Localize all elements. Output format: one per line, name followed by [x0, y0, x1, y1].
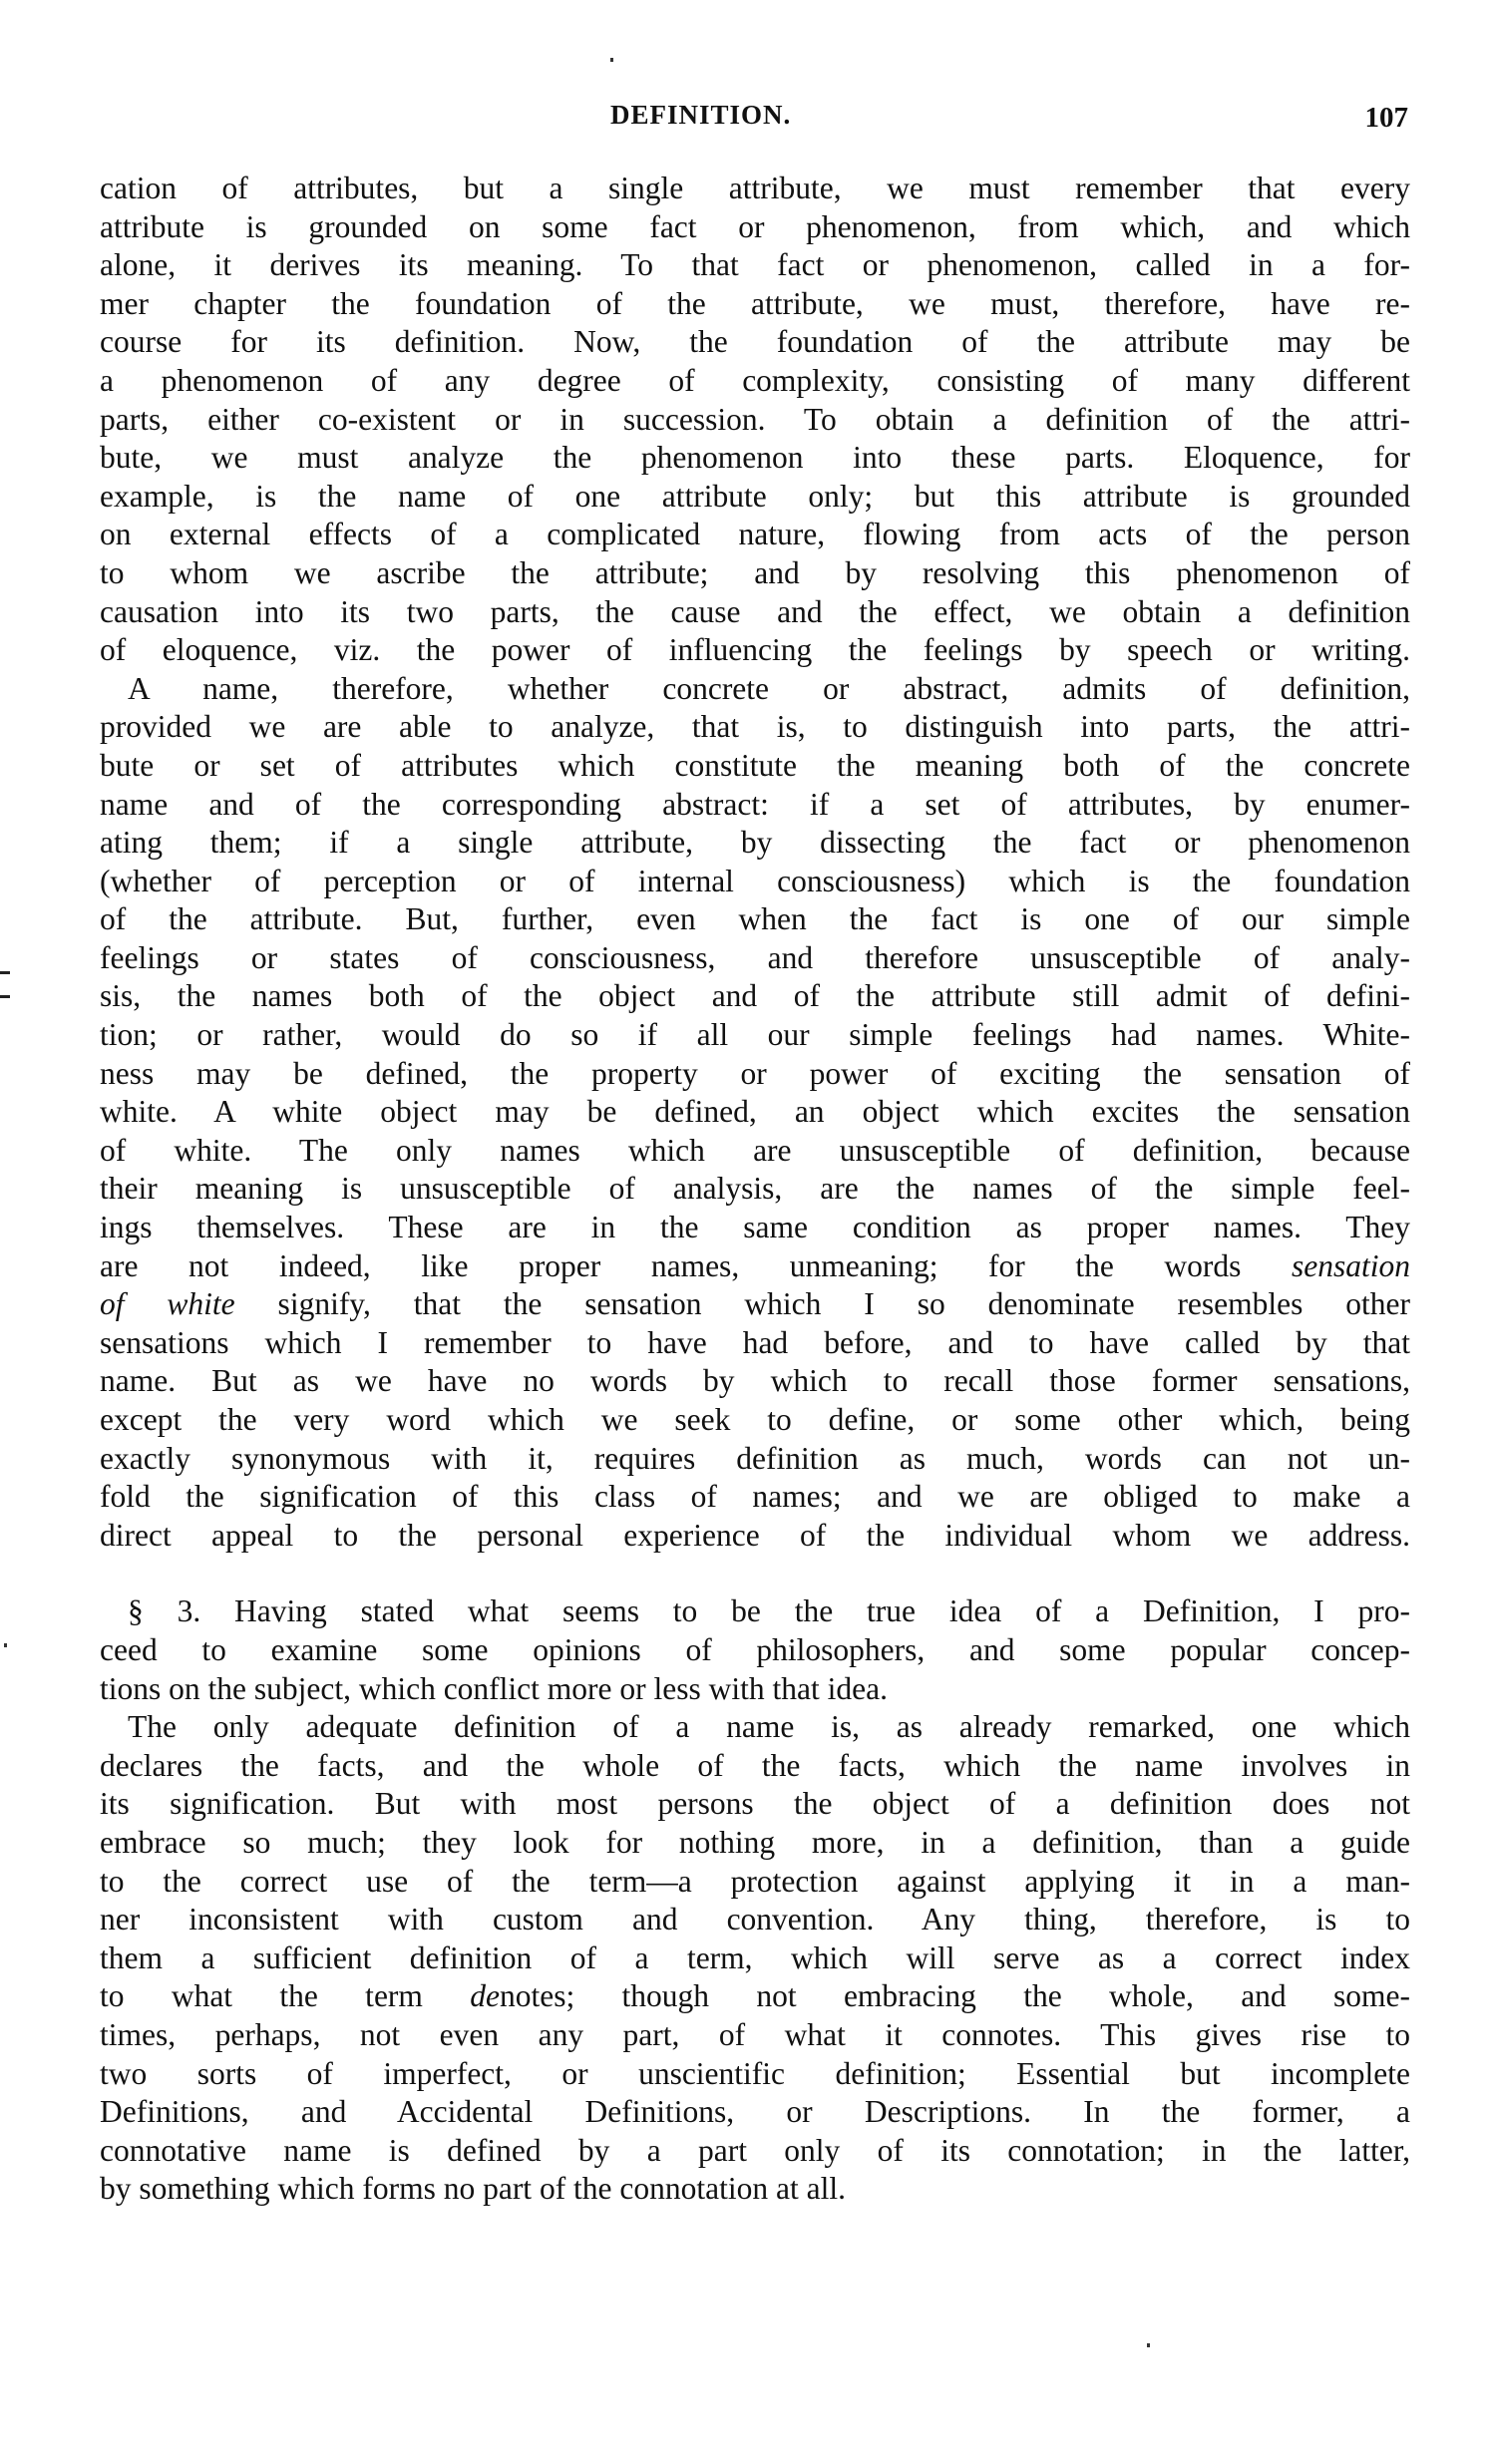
text-line: ceed to examine some opinions of philosophers, and some popular concep-: [100, 1631, 1410, 1667]
text-line: [100, 1247, 1410, 1286]
text-line: cation of attributes, but a single attribute, we must remember that every: [100, 171, 1410, 205]
text-line: sensations which I remember to have had before, and to have called by that: [100, 1324, 1410, 1360]
text-fragment: are not indeed, like proper names, unmeaning; for the words: [100, 1247, 1292, 1283]
scan-speck: [4, 1643, 7, 1647]
paragraph: [100, 670, 1410, 1556]
text-line: causation into its two parts, the cause and the effect, we obtain a definition: [100, 593, 1410, 629]
text-line: to the correct use of the term—a protection against applying it in a man-: [100, 1863, 1410, 1899]
text-line: parts, either co-existent or in succession. To obtain a definition of the attri-: [100, 401, 1410, 437]
text-line: times, perhaps, not even any part, of what it connotes. This gives rise to: [100, 2016, 1410, 2052]
text-line: feelings or states of consciousness, and therefore unsusceptible of analy-: [100, 939, 1410, 975]
page-header: [102, 100, 1408, 140]
text-line: of the attribute. But, further, even when the fact is one of our simple: [100, 901, 1410, 937]
text-line: ings themselves. These are in the same condition as proper names. They: [100, 1210, 1410, 1245]
text-line: a phenomenon of any degree of complexity, consisting of many different: [100, 362, 1410, 398]
text-line: white. A white object may be defined, an object which excites the sensation: [100, 1094, 1410, 1130]
text-line: embrace so much; they look for nothing more, in a definition, than a guide: [100, 1824, 1410, 1860]
italic-term: de: [470, 1978, 500, 2014]
text-line: name and of the corresponding abstract: if a set of attributes, by enumer-: [100, 786, 1410, 822]
text-line: connotative name is defined by a part only of its connotation; in the latter,: [100, 2132, 1410, 2168]
text-line: example, is the name of one attribute only; but this attribute is grounded: [100, 478, 1410, 514]
text-line: their meaning is unsusceptible of analysis, are the names of the simple feel-: [100, 1171, 1410, 1207]
text-line: sis, the names both of the object and of the attribute still admit of defini-: [100, 978, 1410, 1014]
text-line: except the very word which we seek to define, or some other which, being: [100, 1402, 1410, 1437]
scan-speck: [610, 58, 613, 62]
text-line: [100, 1285, 1410, 1324]
margin-tick: [0, 995, 10, 998]
italic-term: sensation: [1291, 1247, 1410, 1283]
text-line: direct appeal to the personal experience of the individual whom we address.: [100, 1517, 1410, 1553]
text-line: tions on the subject, which conflict more or less with that idea.: [100, 1670, 888, 1706]
scan-speck: [1147, 2343, 1150, 2347]
text-line: of white. The only names which are unsusceptible of definition, because: [100, 1132, 1410, 1168]
text-line: attribute is grounded on some fact or phenomenon, from which, and which: [100, 208, 1410, 244]
section-paragraph: [100, 1592, 1410, 1708]
text-line: Definitions, and Accidental Definitions, or Descriptions. In the former, a: [100, 2094, 1410, 2130]
text-line: The only adequate definition of a name is, as already remarked, one which: [128, 1709, 1410, 1745]
text-line: ating them; if a single attribute, by dissecting the fact or phenomenon: [100, 825, 1410, 861]
text-line: ness may be defined, the property or power of exciting the sensation of: [100, 1055, 1410, 1091]
text-line: of eloquence, viz. the power of influencing the feelings by speech or writing.: [100, 632, 1410, 668]
text-line: course for its definition. Now, the foundation of the attribute may be: [100, 324, 1410, 360]
text-line: fold the signification of this class of names; and we are obliged to make a: [100, 1479, 1410, 1515]
paragraph: [100, 170, 1410, 670]
italic-term: of white: [100, 1286, 235, 1322]
text-line: provided we are able to analyze, that is, to distinguish into parts, the attri-: [100, 709, 1410, 745]
text-line: bute, we must analyze the phenomenon into these parts. Eloquence, for: [100, 440, 1410, 476]
text-line: alone, it derives its meaning. To that fact or phenomenon, called in a for-: [100, 247, 1410, 283]
text-fragment: notes; though not embracing the whole, and some-: [499, 1978, 1410, 2014]
body-text: [100, 170, 1410, 2209]
text-line: A name, therefore, whether concrete or abstract, admits of definition,: [128, 670, 1410, 706]
text-line: name. But as we have no words by which to recall those former sensations,: [100, 1363, 1410, 1399]
text-line: tion; or rather, would do so if all our simple feelings had names. White-: [100, 1017, 1410, 1053]
running-title: DEFINITION.: [610, 100, 792, 130]
text-line: two sorts of imperfect, or unscientific definition; Essential but incomplete: [100, 2055, 1410, 2091]
text-line: declares the facts, and the whole of the facts, which the name involves in: [100, 1747, 1410, 1783]
text-line: ner inconsistent with custom and convention. Any thing, therefore, is to: [100, 1902, 1410, 1937]
paragraph: [100, 1708, 1410, 2209]
text-line: exactly synonymous with it, requires definition as much, words can not un-: [100, 1440, 1410, 1476]
text-line: mer chapter the foundation of the attribute, we must, therefore, have re-: [100, 285, 1410, 321]
text-line: them a sufficient definition of a term, which will serve as a correct index: [100, 1939, 1410, 1975]
text-line: to whom we ascribe the attribute; and by resolving this phenomenon of: [100, 554, 1410, 590]
text-line: (whether of perception or of internal consciousness) which is the foundation: [100, 863, 1410, 898]
text-line: its signification. But with most persons the object of a definition does not: [100, 1786, 1410, 1822]
text-line: by something which forms no part of the connotation at all.: [100, 2171, 846, 2207]
text-line: [100, 1977, 1410, 2016]
text-line: bute or set of attributes which constitute the meaning both of the concrete: [100, 747, 1410, 783]
margin-tick: [0, 971, 10, 974]
text-fragment: signify, that the sensation which I so denominate resembles other: [234, 1286, 1411, 1322]
text-fragment: to what the term: [100, 1978, 471, 2014]
text-line: § 3. Having stated what seems to be the true idea of a Definition, I pro-: [128, 1593, 1410, 1629]
page-number: 107: [1364, 102, 1408, 134]
margin-mark: [0, 967, 12, 1003]
text-line: on external effects of a complicated nature, flowing from acts of the person: [100, 517, 1410, 552]
